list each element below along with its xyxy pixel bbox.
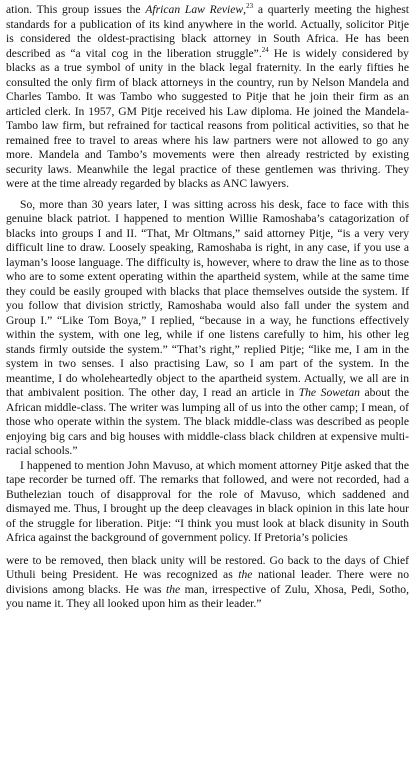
text-segment: about the African middle-class. The writer was lumping all of us into the other camp; I mean, of those who operate within the system. The black middle-class was described as people enjoying big cars and big houses with middle-class black children at expensive multi-racial schools.” bbox=[6, 386, 409, 457]
paragraph-4 bbox=[6, 554, 409, 612]
journal-title-african-law-review: African Law Review bbox=[145, 3, 244, 16]
emphasis-the: the bbox=[238, 568, 253, 581]
text-segment: man, irrespective of Zulu, Xhosa, Pedi, Sotho, you name it. They all looked upon him as their leader.” bbox=[6, 582, 409, 610]
paragraph-2 bbox=[6, 198, 409, 459]
text-segment: were to be removed, then black unity will be restored. Go back to the days of Chief Uthuli being President. He was recognized as bbox=[6, 553, 409, 581]
document-page bbox=[6, 3, 409, 612]
paragraph-3 bbox=[6, 459, 409, 546]
footnote-ref-24: 24 bbox=[261, 45, 269, 54]
text-segment: , bbox=[243, 3, 247, 16]
text-segment: national leader. There were no divisions among blacks. He was bbox=[6, 568, 409, 596]
text-segment: ation. This group issues the bbox=[6, 3, 146, 16]
text-segment: a quarterly meeting the highest standards for a publication of its kind anywhere in the world. Actually, solicitor Pitje is considered the oldest-practising black attorney in South Africa. He has been described as “a vital cog in the liberation struggle”. bbox=[6, 3, 409, 60]
text-segment: So, more than 30 years later, I was sitting across his desk, face to face with this genuine black patriot. I happened to mention Willie Ramoshaba’s catagorization of blacks into groups I and II. “That, Mr Oltmans,” said attorney Pitje, “is a very very difficult line to draw. Loosely speaking, Ramoshaba is right, in any case, if you use a layman’s loose language. The difficulty is, however, where to draw the line as to those who are to some extent operating within the apartheid system, while at the same time they could be easily grouped with blacks that place themselves outside the system. If you follow that division strictly, Ramoshaba would also fall under the system and Group I.” “Like Tom Boya,” I replied, “because in a way, he functions effectively within the system, with one leg, while if one listens carefully to him, his other leg stands firmly outside the system.” “That’s right,” replied Pitje; “like me, I am in the system in two senses. I also practising Law, so I am part of the system. In the meantime, I do wholeheartedly object to the apartheid system. Actually, we all are in that ambivalent position. The other day, I read an article in bbox=[6, 197, 409, 399]
text-segment: He is widely considered by blacks as a true symbol of unity in the black legal fraternity. In the early fifties he consulted the only firm of black attorneys in the country, run by Nelson Mandela and Charles Tambo. It was Tambo who suggested to Pitje that he join their firm as an articled clerk. In 1957, GM Pitje received his Law diploma. He joined the Mandela-Tambo law firm, but refrained for tactical reasons from political activities, so that he remained free to travel to areas where his law partners were not allowed to go any more. Mandela and Tambo’s movements were then already restricted by existing security laws. Meanwhile the legal practice of these gentlemen was thriving. They were at the time already regarded by blacks as ANC lawyers. bbox=[6, 46, 409, 190]
text-segment: I happened to mention John Mavuso, at which moment attorney Pitje asked that the tape recorder be turned off. The remarks that followed, and were not recorded, had a Buthelezian touch of disapproval for the role of Mavuso, which saddened and dismayed me. Thus, I brought up the deep cleavages in black opinion in this late hour of the struggle for liberation. Pitje: “I think you must look at black disunity in South Africa against the background of government policy. If Pretoria’s policies bbox=[6, 458, 409, 544]
paragraph-1 bbox=[6, 3, 409, 192]
emphasis-the: the bbox=[165, 582, 181, 596]
footnote-ref-23: 23 bbox=[246, 2, 254, 11]
newspaper-title-the-sowetan: The Sowetan bbox=[298, 386, 360, 399]
